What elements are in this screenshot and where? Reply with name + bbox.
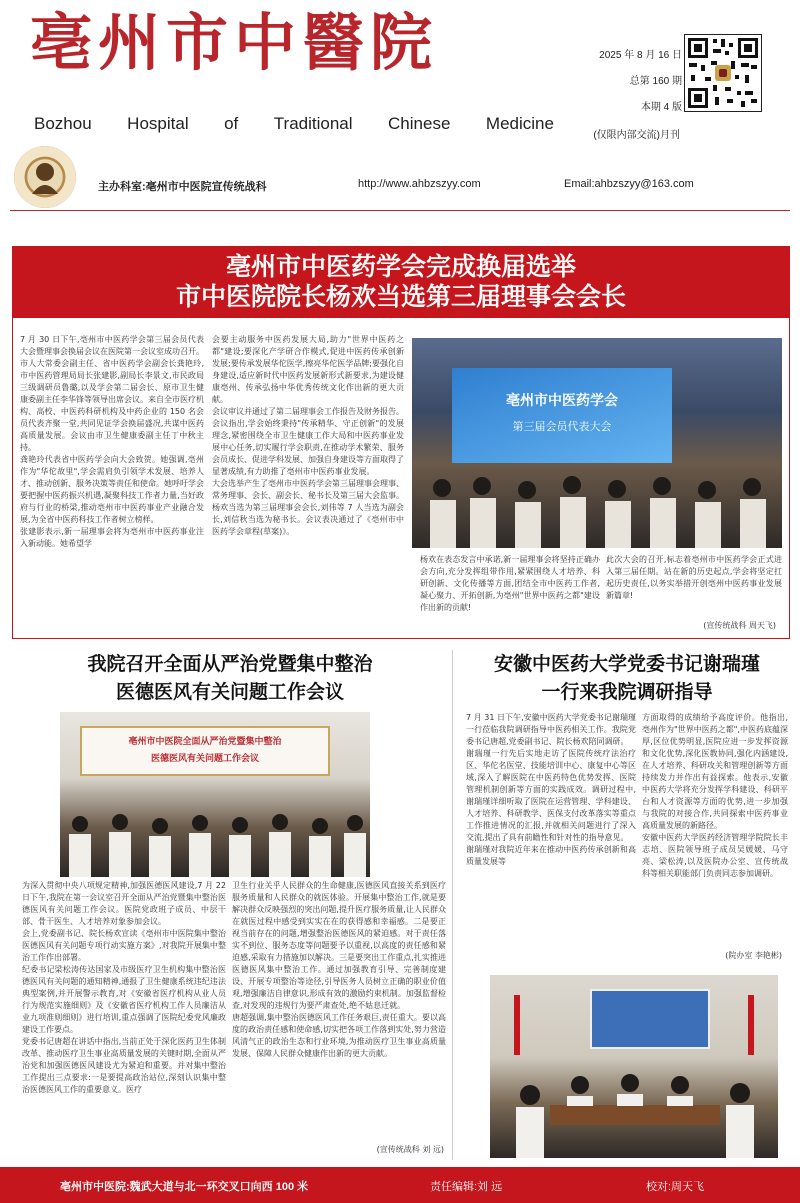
- left-title-line2: 医德医风有关问题工作会议: [115, 681, 344, 703]
- en-word: Chinese: [388, 114, 451, 133]
- website-link[interactable]: http://www.ahbzszyy.com: [358, 178, 481, 190]
- left-title-line1: 我院召开全面从严治党暨集中整治: [87, 653, 373, 675]
- en-word: of: [224, 114, 239, 133]
- lead-meeting-photo: [412, 338, 782, 548]
- en-word: Hospital: [127, 114, 189, 133]
- left-signature: (宣传统战科 刘 远): [376, 1145, 444, 1154]
- circulation-note: (仅限内部交流)月刊: [593, 130, 680, 141]
- lead-signature: (宣传统战科 周天飞): [703, 621, 776, 630]
- left-audience-silhouettes: [60, 802, 370, 877]
- email-address[interactable]: Email:ahbzszyy@163.com: [564, 178, 694, 190]
- lead-headline: [12, 246, 790, 318]
- right-title-line2: 一行来我院调研指导: [541, 681, 713, 703]
- qr-code: [684, 34, 762, 112]
- right-column-1: 7 月 31 日下午,安徽中医药大学党委书记谢瑞瑾一行莅临我院调研指导中医药相关工作。我院党委书记唐超,党委副书记、院长杨欢陪同调研。 谢瑞瑾一行先后实地走访了医院传统疗法治疗区、华佗名医堂、技能培训中心、康复中心等区域,深入了解医院在中医药特色优势发挥、医院管理机制创新等方面的实践成效。调研过程中,谢瑞瑾详细听取了医院在运营管理、学科建设、人才培养、科研教学、医保支付改革落实等重点工作推进情况的汇报,并就相关问题进行了深入交流,提出了具有前瞻性和针对性的指导意见。 谢瑞瑾对我院近年来在推动中医药传承创新和高质量发展等: [466, 713, 636, 866]
- en-word: Medicine: [485, 114, 554, 133]
- flag-left: [514, 995, 520, 1055]
- right-signature: (院办室 李艳彬): [725, 951, 782, 960]
- column-divider: [452, 650, 453, 1160]
- en-word: Traditional: [273, 114, 353, 133]
- audience-silhouettes: [412, 458, 782, 548]
- left-article-title: [20, 650, 440, 706]
- header-rule: [10, 210, 790, 211]
- masthead-english-name: [34, 114, 554, 134]
- right-title-line1: 安徽中医药大学党委书记谢瑞瑾: [493, 653, 760, 675]
- right-visit-photo: [490, 975, 778, 1158]
- issue-number: 总第 160 期: [629, 76, 682, 87]
- footer-address: 亳州市中医院:魏武大道与北一环交叉口向西 100 米: [60, 1181, 309, 1193]
- left-meeting-photo: [60, 712, 370, 877]
- issue-pages: 本期 4 版: [640, 102, 682, 113]
- footer-bar: [0, 1167, 800, 1203]
- visit-screen: [590, 989, 710, 1049]
- photo-screen-line1: 亳州市中医药学会: [506, 393, 618, 409]
- en-word: Bozhou: [34, 114, 92, 133]
- right-article-title: [462, 650, 792, 706]
- left-screen-line1: 亳州市中医院全面从严治党暨集中整治: [128, 737, 282, 747]
- lead-column-2: 会要主动服务中医药发展大局,助力"世界中医药之都"建设;要深化产学研合作模式,促进中医药传承创新发展;要传承发展华佗医学,擦亮华佗医学品牌;要强化自身建设,适应新时代中医药发展新形式新要求,为建设健康亳州、传承弘扬中华优秀传统文化作出新的更大贡献。 会议审议并通过了第二届理事会工作报告及财务报告。会议指出,学会始终秉持"传承精华、守正创新"的发展理念,紧密围绕全市卫生健康工作大局和中医药事业发展中心任务,切实履行学会职责,在推动学术繁荣、服务会员成长、促进学科发展、加强自身建设等方面取得了显著成绩,有力助推了亳州市中医药事业发展。 大会选举产生了亳州市中医药学会第三届理事会理事、常务理事、会长、副会长、秘书长及第三届大会监事。杨欢当选为第三届理事会会长,刘伟等 7 人当选为副会长,刘信秋当选为秘书长。会议表决通过了《亳州市中医药学会章程(草案)》。: [212, 335, 404, 536]
- hospital-seal-logo: [14, 146, 76, 208]
- sponsor-department: 主办科室:亳州市中医院宣传统战科: [98, 181, 267, 193]
- lead-headline-line1: 亳州市中医药学会完成换届选举: [225, 252, 576, 281]
- photo-screen-line2: 第三届会员代表大会: [512, 420, 612, 433]
- lead-column-1: 7 月 30 日下午,亳州市中医药学会第三届会员代表大会暨理事会换届会议在医院第一会议室成功召开。 市人大常委会副主任、省中医药学会副会长龚艳玲,市中医药管理局局长张建影,副局长李景文,市民政局三级调研员鲁璐,以及学会第二届会长、原市卫生健康委副主任李华锋等领导出席会议。来自全市医疗机构、高校、中医药科研机构及中药企业的 150 名会员代表齐聚一堂,共同见证学会换届盛况,共谋中医药高质量发展。会议由市卫生健康委副主任丁中秋主持。 龚艳玲代表省中医药学会向大会致贺。她强调,亳州作为"华佗故里",学会需肩负引领学术发展、培养人才、推动创新、服务决策等责任和使命。她呼吁学会要把握中医药振兴机遇,凝聚科技工作者力量,当好政府与行业的桥梁,推动亳州市中医药事业产业融合发展,为全省中医药科技工作者树立榜样。 张建影表示,新一届理事会将为亳州市中医药事业注入新动能。她希望学: [20, 335, 204, 548]
- left-column-2: 卫生行业关乎人民群众的生命健康,医德医风直接关系到医疗服务质量和人民群众的就医体验。开展集中整治工作,就是要解决群众反映强烈的突出问题,提升医疗服务质量,让人民群众在就医过程中感受到实实在在的获得感和幸福感。二是要正视当前存在的问题,增强整治医德医风的紧迫感。对于责任落实不到位、服务态度等问题要予以重视,以高度的责任感和紧迫感,采取有力措施加以解决。三是要突出工作重点,扎实推进医德医风集中整治工作。通过加强教育引导、完善制度建设、开展专项整治等途径,引导医务人员树立正确的职业价值观,增强廉洁自律意识,形成有效的激励约束机制。加强监督检查,对发现的违规行为要严肃查处,绝不姑息迁就。 唐超强调,集中整治医德医风工作任务艰巨,责任重大。要以高度的政治责任感和使命感,切实把各项工作落到实处,努力营造风清气正的政治生态和行业环境,为推动医疗卫生事业高质量发展、保障人民群众健康作出新的更大贡献。: [232, 881, 446, 1058]
- left-column-1: 为深入贯彻中央八项规定精神,加强医德医风建设,7 月 22 日下午,我院在第一会议室召开全面从严治党暨集中整治医德医风有关问题工作会议。医院党政班子成员、中层干部、骨干医生、人才培养对象参加会议。 会上,党委副书记、院长杨欢宣读《亳州市中医院集中整治医德医风有关问题专项行动实施方案》,对我院开展集中整治工作作出部署。 纪委书记梁松涛传达国家及市级医疗卫生机构集中整治医德医风有关问题的通知精神,通报了卫生健康系统违纪违法典型案例,并开展警示教育,对《安徽省医疗机构从业人员行为规范实施细则》及《安徽省医疗机构工作人员廉洁从业九项准则细则》进行培训,重点强调了医院纪委党风廉政建设工作要点。 党委书记唐超在讲话中指出,当前正处于深化医药卫生体制改革、推动医疗卫生事业高质量发展的关键时期,全面从严治党和加强医德医风建设尤为紧迫和重要。并对集中整治工作提出三点要求:一是要提高政治站位,深刻认识集中整治医德医风工作的重要意义。医疗: [22, 881, 226, 1094]
- right-column-2: 方面取得的成绩给予高度评价。他指出,亳州作为"世界中医药之都",中医药底蕴深厚,区位优势明显,医院应进一步发挥资源和文化优势,深化医教协同,强化内涵建设,在人才培养、科研攻关和管理创新等方面持续发力并作出有益探索。他表示,安徽中医药大学将充分发挥学科建设、科研平台和人才资源等方面的优势,进一步加强与我院的对接合作,共同探索中医药事业高质量发展的新路径。 安徽中医药大学医药经济管理学院院长丰志培、医院领导班子成员吴媛媛、马守亮、梁松涛,以及医院办公室、宣传统战科等相关职能部门负责同志参加调研。: [642, 713, 788, 878]
- flag-right: [748, 995, 754, 1055]
- masthead-title: 亳州市中醫院: [30, 6, 439, 79]
- footer-proofreader: 校对:周天飞: [646, 1181, 705, 1193]
- visit-participants: [490, 1055, 778, 1158]
- lead-column-3: 杨欢在表态发言中承诺,新一届理事会将坚持正确办会方向,充分发挥组带作用,紧紧围绕人才培养、科研创新、文化传播等方面,团结全市中医药工作者,凝心聚力、开拓创新,为亳州"世界中医药之都"建设作出新的贡献!: [420, 555, 600, 612]
- footer-editor: 责任编辑:刘 远: [430, 1181, 503, 1193]
- lead-headline-line2: 市中医院院长杨欢当选第三届理事会会长: [175, 282, 626, 311]
- left-screen-line2: 医德医风有关问题工作会议: [150, 754, 259, 764]
- lead-column-4: 此次大会的召开,标志着亳州市中医药学会正式进入第三届任期。站在新的历史起点,学会将坚定扛起历史责任,以务实举措开创亳州中医药事业发展新篇章!: [606, 555, 782, 600]
- issue-date: 2025 年 8 月 16 日: [599, 50, 682, 61]
